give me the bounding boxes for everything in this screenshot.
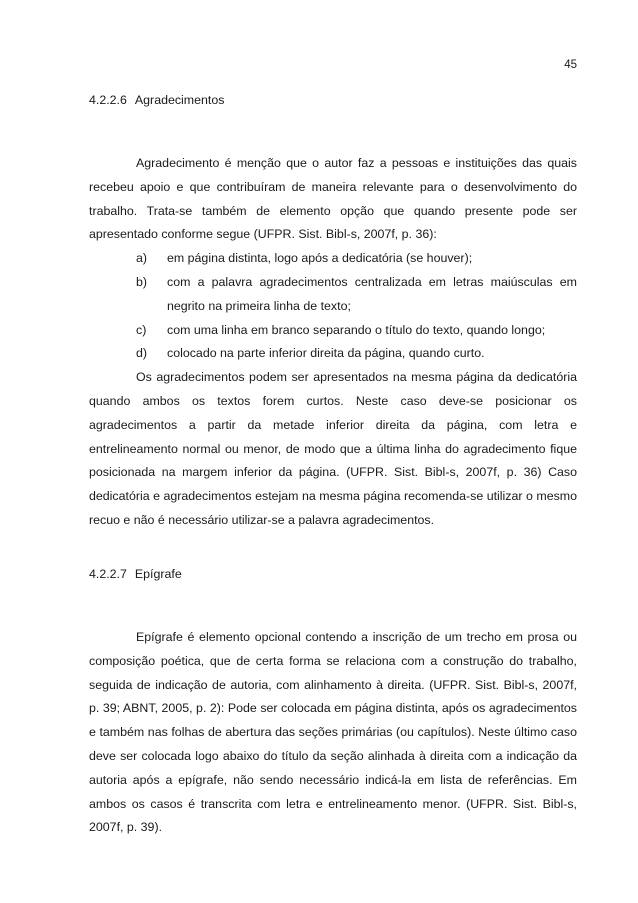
list-item-text: colocado na parte inferior direita da página, quando curto.: [167, 346, 485, 361]
list-item: [136, 319, 577, 343]
section-number: 4.2.2.7: [89, 567, 127, 581]
list-marker: c): [136, 322, 147, 337]
section-heading-epigrafe: [89, 567, 182, 581]
list-item-text: com a palavra agradecimentos centralizada em letras maiúsculas em negrito na primeira linha de texto;: [167, 274, 577, 313]
section-title: Agradecimentos: [134, 93, 225, 107]
agradecimentos-body: [89, 152, 577, 533]
list-item: [136, 271, 577, 319]
list-item-text: com uma linha em branco separando o título do texto, quando longo;: [167, 322, 546, 337]
list-item-text: em página distinta, logo após a dedicatória (se houver);: [167, 251, 473, 266]
list-marker: b): [136, 274, 148, 289]
section-number: 4.2.2.6: [89, 93, 127, 107]
epigrafe-paragraph: Epígrafe é elemento opcional contendo a inscrição de um trecho em prosa ou composição poética, que de certa forma se relaciona com a construção do trabalho, seguida de indicação de autoria, com alinhamento à direita. (UFPR. Sist. Bibl-s, 2007f, p. 39; ABNT, 2005, p. 2): Pode ser colocada em página distinta, após os agradecimentos e também nas folhas de abertura das seções primárias (ou capítulos). Neste último caso deve ser colocada logo abaixo do título da seção alinhada à direita com a indicação da autoria após a epígrafe, não sendo necessário indicá-la em lista de referências. Em ambos os casos é transcrita com letra e entrelineamento menor. (UFPR. Sist. Bibl-s, 2007f, p. 39).: [89, 630, 577, 835]
list-marker: d): [136, 346, 148, 361]
list-item: [136, 247, 577, 271]
agradecimentos-closing-paragraph: Os agradecimentos podem ser apresentados na mesma página da dedicatória quando ambos os textos forem curtos. Neste caso deve-se posicionar os agradecimentos a partir da metade inferior direita da página, com letra e entrelineamento normal ou menor, de modo que a última linha do agradecimento fique posicionada na margem inferior da página. (UFPR. Sist. Bibl-s, 2007f, p. 36) Caso dedicatória e agradecimentos estejam na mesma página recomenda-se utilizar o mesmo recuo e não é necessário utilizar-se a palavra agradecimentos.: [89, 370, 577, 527]
page-number: 45: [564, 59, 577, 71]
section-title: Epígrafe: [134, 567, 182, 581]
agradecimentos-intro-paragraph: Agradecimento é menção que o autor faz a pessoas e instituições das quais recebeu apoio e que contribuíram de maneira relevante para o desenvolvimento do trabalho. Trata-se também de elemento opção que quando presente pode ser apresentado conforme segue (UFPR. Sist. Bibl-s, 2007f, p. 36):: [89, 156, 577, 242]
section-heading-agradecimentos: [89, 93, 224, 107]
epigrafe-body: [89, 626, 577, 840]
list-item: [136, 342, 577, 366]
list-marker: a): [136, 251, 148, 266]
